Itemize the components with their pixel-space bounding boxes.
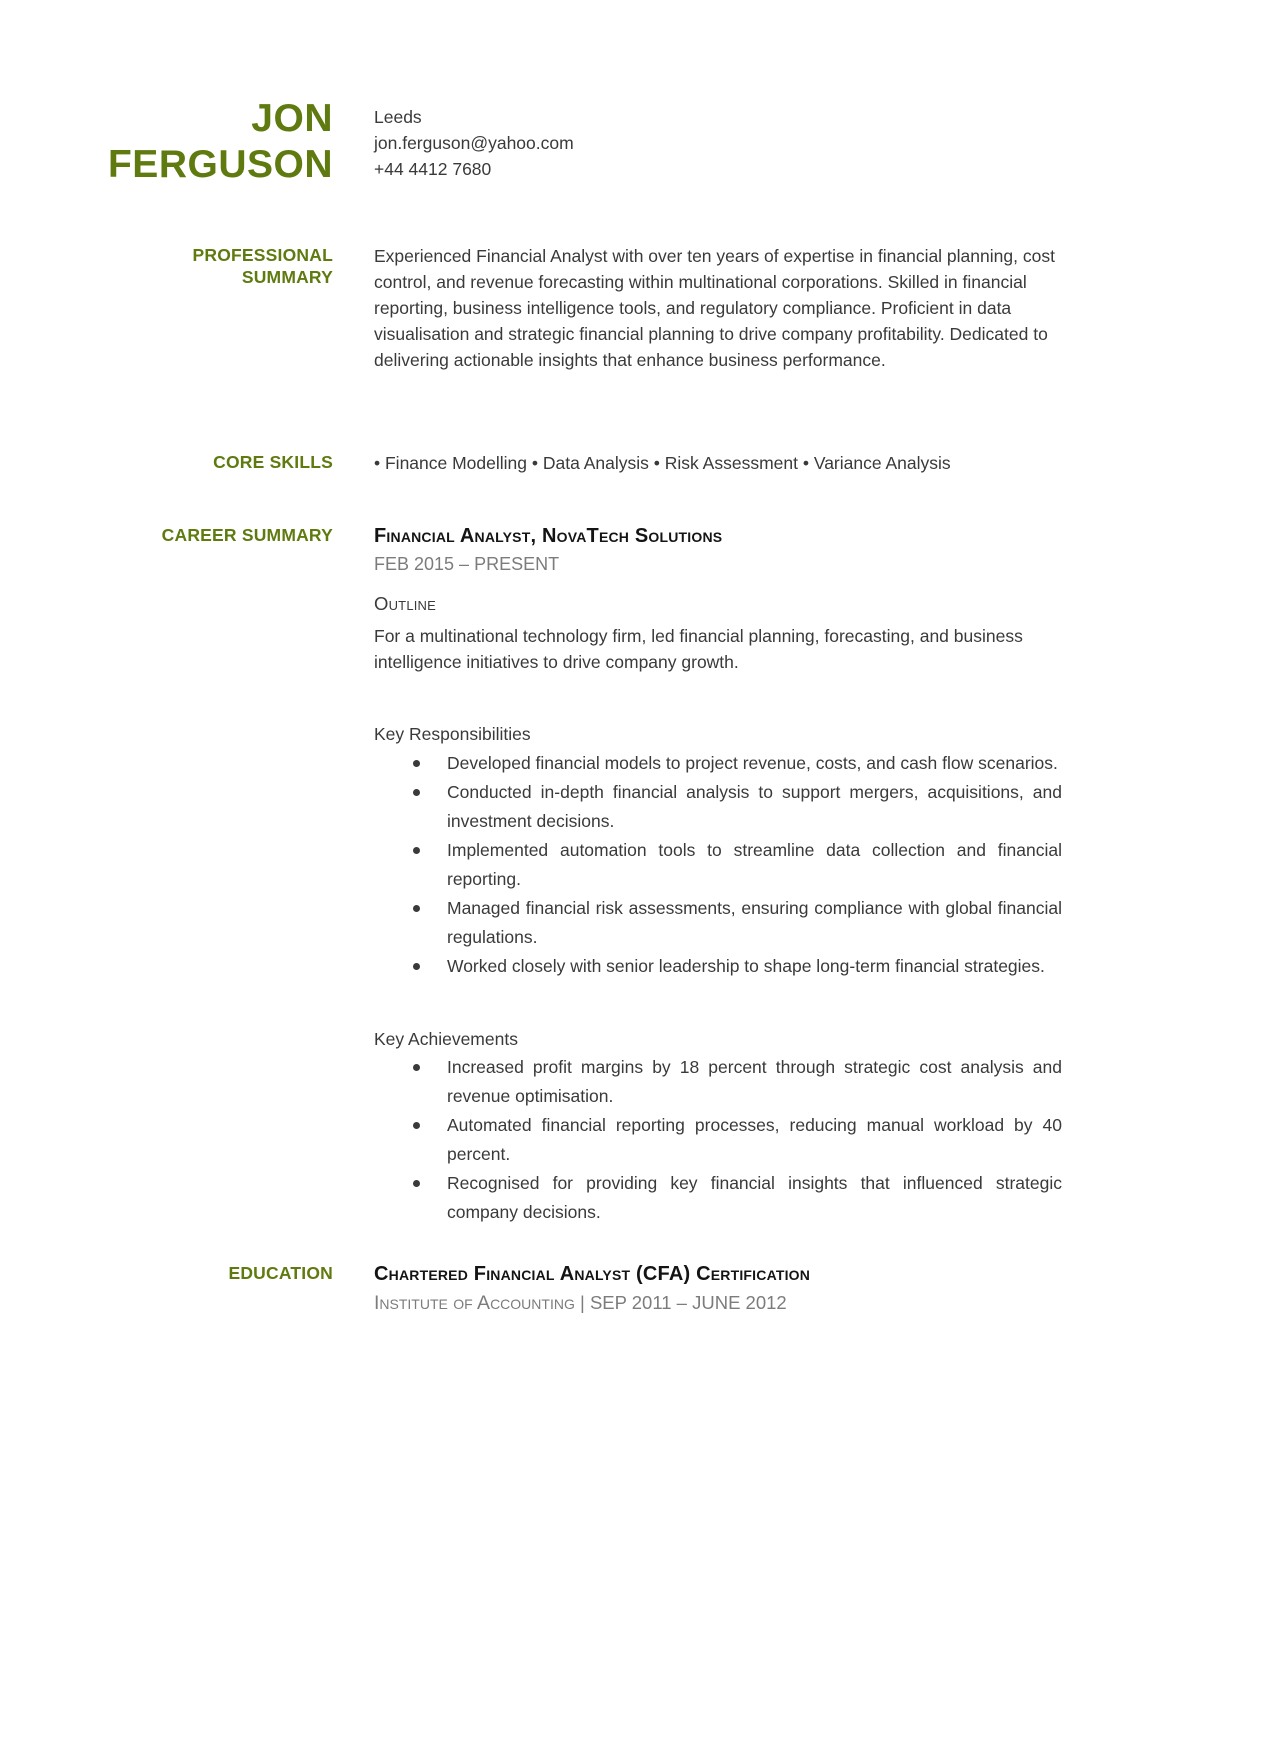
core-skills-list: • Finance Modelling • Data Analysis • Risk Assessment • Variance Analysis [374, 453, 951, 474]
education-separator: | [574, 1292, 590, 1314]
contact-location: Leeds [374, 107, 422, 127]
education-institution: Institute of Accounting [374, 1292, 575, 1315]
contact-phone: +44 4412 7680 [374, 158, 492, 179]
job-title: Financial Analyst, NovaTech Solutions [374, 525, 723, 548]
list-item: Managed financial risk assessments, ensuring compliance with global financial regulations. [374, 894, 1062, 951]
education-body [345, 1262, 1275, 1317]
responsibilities-heading: Key Responsibilities [374, 724, 531, 745]
career-summary-body [345, 524, 1275, 1226]
list-item: Recognised for providing key financial insights that influenced strategic company decisions. [374, 1169, 1062, 1226]
section-label-core-skills: CORE SKILLS [213, 452, 333, 473]
section-label-career-summary: CAREER SUMMARY [161, 525, 333, 546]
core-skills-body [345, 451, 1275, 477]
education-subline [374, 1289, 1062, 1317]
resume-page [0, 96, 1275, 1317]
list-item: Increased profit margins by 18 percent through strategic cost analysis and revenue optimisation. [374, 1053, 1062, 1110]
last-name: FERGUSON [107, 143, 333, 187]
list-item: Implemented automation tools to streamline data collection and financial reporting. [374, 836, 1062, 893]
list-item: Worked closely with senior leadership to shape long-term financial strategies. [374, 952, 1062, 981]
achievements-list [374, 1053, 1062, 1226]
section-core-skills [0, 451, 1275, 477]
section-label-education: EDUCATION [228, 1263, 333, 1284]
resume-header [0, 96, 1275, 188]
professional-summary-body [345, 244, 1275, 373]
contact-details [345, 96, 1275, 188]
label-line-1: PROFESSIONAL [192, 245, 333, 266]
first-name: JON [251, 97, 333, 140]
candidate-name [0, 96, 345, 188]
responsibilities-list [374, 749, 1062, 981]
education-title: Chartered Financial Analyst (CFA) Certification [374, 1263, 811, 1286]
achievements-heading: Key Achievements [374, 1028, 518, 1049]
contact-email[interactable]: jon.ferguson@yahoo.com [374, 132, 574, 153]
outline-text: For a multinational technology firm, led financial planning, forecasting, and business intelligence initiatives to drive company growth. [374, 626, 1023, 673]
outline-label: Outline [374, 593, 437, 615]
education-dates: SEP 2011 – JUNE 2012 [589, 1292, 787, 1314]
professional-summary-text: Experienced Financial Analyst with over ten years of expertise in financial planning, cost control, and revenue forecasting within multinational corporations. Skilled in financial reporting, business intelligence tools, and regulatory compliance. Proficient in data visualisation and strategic financial planning to drive company profitability. Dedicated to delivering actionable insights that enhance business performance. [374, 246, 1055, 370]
list-item: Automated financial reporting processes, reducing manual workload by 40 percent. [374, 1111, 1062, 1168]
job-dates: FEB 2015 – PRESENT [374, 554, 560, 575]
section-education [0, 1262, 1275, 1317]
section-professional-summary [0, 244, 1275, 373]
section-label-professional-summary [0, 244, 345, 373]
section-career-summary [0, 524, 1275, 1226]
list-item: Developed financial models to project revenue, costs, and cash flow scenarios. [374, 749, 1062, 778]
label-line-2: SUMMARY [241, 267, 333, 288]
list-item: Conducted in-depth financial analysis to support mergers, acquisitions, and investment decisions. [374, 778, 1062, 835]
